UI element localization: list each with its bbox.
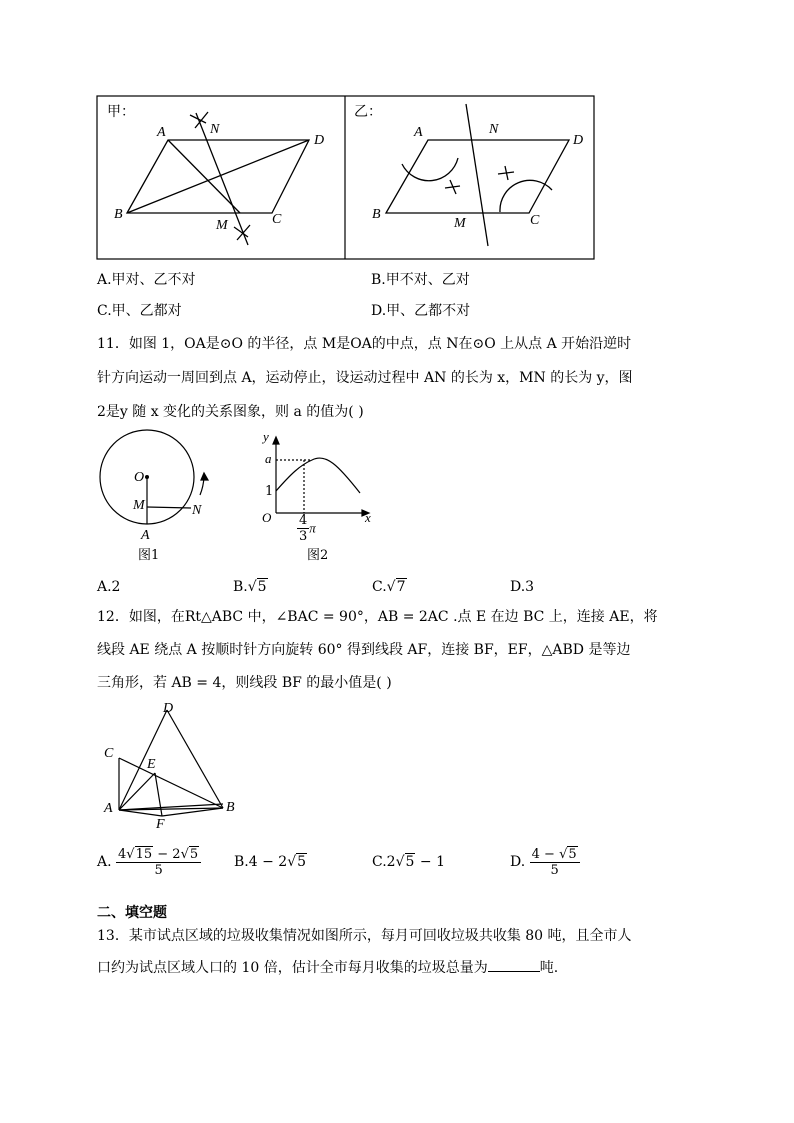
point-label-n: N [210, 122, 220, 137]
point-label-o: O [134, 470, 145, 485]
point-label-b: B [226, 800, 235, 815]
answer-blank[interactable] [488, 957, 540, 972]
option-a[interactable]: A.2 [97, 579, 121, 595]
option-d[interactable]: D.3 [510, 579, 535, 595]
option-d-fraction: $\frac{4 - √5}{5}$ [530, 847, 580, 878]
panel-yi-title: 乙： [354, 104, 382, 120]
q11-text-line3: 2是y 随 x 变化的关系图象，则 a 的值为( ) [97, 404, 364, 420]
point-label-d: D [573, 133, 584, 148]
option-c[interactable]: C.2√5 − 1 [372, 854, 445, 870]
point-label-c: C [104, 746, 114, 761]
point-label-b: B [114, 207, 123, 222]
option-c[interactable]: C.√7 [372, 579, 406, 595]
point-label-a: A [414, 125, 423, 140]
point-label-b: B [372, 207, 381, 222]
axis-label-y: y [263, 429, 269, 444]
q12-text-line2: 线段 AE 绕点 A 按顺时针方向旋转 60° 得到线段 AF，连接 BF，EF，△ABD 是等边 [97, 642, 631, 658]
option-b[interactable]: B.4 − 2√5 [234, 854, 307, 870]
point-label-d: D [314, 133, 325, 148]
q13-text-line2: 口约为试点区域人口的 10 倍，估计全市每月收集的垃圾总量为 吨. [97, 957, 558, 978]
q11-fig1-caption: 图1 [138, 548, 160, 563]
point-label-e: E [147, 757, 156, 772]
tick-fraction: $\frac{4}{3}$ [299, 513, 308, 544]
point-label-n: N [192, 503, 202, 518]
axis-label-x: x [365, 510, 371, 525]
q11-fig2-caption: 图2 [307, 548, 329, 563]
option-a[interactable]: A.甲对、乙不对 [97, 272, 196, 288]
q12-text-line1: 12．如图，在Rt△ABC 中，∠BAC = 90°，AB = 2AC .点 E 在边 BC 上，连接 AE，将 [97, 609, 658, 625]
q11-text-line2: 针方向运动一周回到点 A，运动停止，设运动过程中 AN 的长为 x，MN 的长为 y，图 [97, 370, 633, 386]
q11-fig2-drawing [273, 437, 369, 516]
point-label-d: D [163, 701, 174, 716]
point-label-a: A [104, 801, 113, 816]
point-label-n: N [489, 122, 499, 137]
q12-drawing [119, 710, 223, 816]
panel-jia-title: 甲： [107, 104, 135, 120]
option-d[interactable]: D.甲、乙都不对 [371, 303, 471, 319]
center-point [145, 475, 149, 479]
option-a-fraction: $\frac{4√15 - 2√5}{5}$ [116, 847, 201, 878]
q12-text-line3: 三角形，若 AB = 4，则线段 BF 的最小值是( ) [97, 675, 392, 691]
pi-symbol: π [309, 520, 316, 536]
point-label-m: M [133, 498, 145, 513]
axis-label-a: a [265, 451, 272, 466]
point-label-a: A [141, 528, 150, 543]
option-b[interactable]: B.√5 [233, 579, 267, 595]
point-label-c: C [272, 212, 282, 227]
option-a[interactable]: A. $\frac{4√15 - 2√5}{5}$ [97, 845, 201, 879]
q13-text-line1: 13．某市试点区域的垃圾收集情况如图所示，每月可回收垃圾共收集 80 吨，且全市人 [97, 928, 632, 944]
point-label-f: F [156, 817, 165, 832]
point-label-c: C [530, 213, 540, 228]
section-heading: 二、填空题 [97, 905, 167, 921]
point-label-m: M [216, 218, 228, 233]
point-label-a: A [157, 125, 166, 140]
q11-text-line1: 11．如图 1，OA是⊙O 的半径，点 M是OA的中点，点 N在⊙O 上从点 A 开始沿逆时 [97, 336, 632, 352]
axis-label-origin: O [262, 510, 272, 525]
axis-label-one: 1 [265, 484, 274, 499]
point-label-m: M [454, 216, 466, 231]
x-tick-label [297, 513, 316, 544]
option-c[interactable]: C.甲、乙都对 [97, 303, 182, 319]
q10-figure [0, 0, 794, 270]
option-b[interactable]: B.甲不对、乙对 [371, 272, 470, 288]
option-d[interactable]: D. $\frac{4 - √5}{5}$ [510, 845, 580, 879]
